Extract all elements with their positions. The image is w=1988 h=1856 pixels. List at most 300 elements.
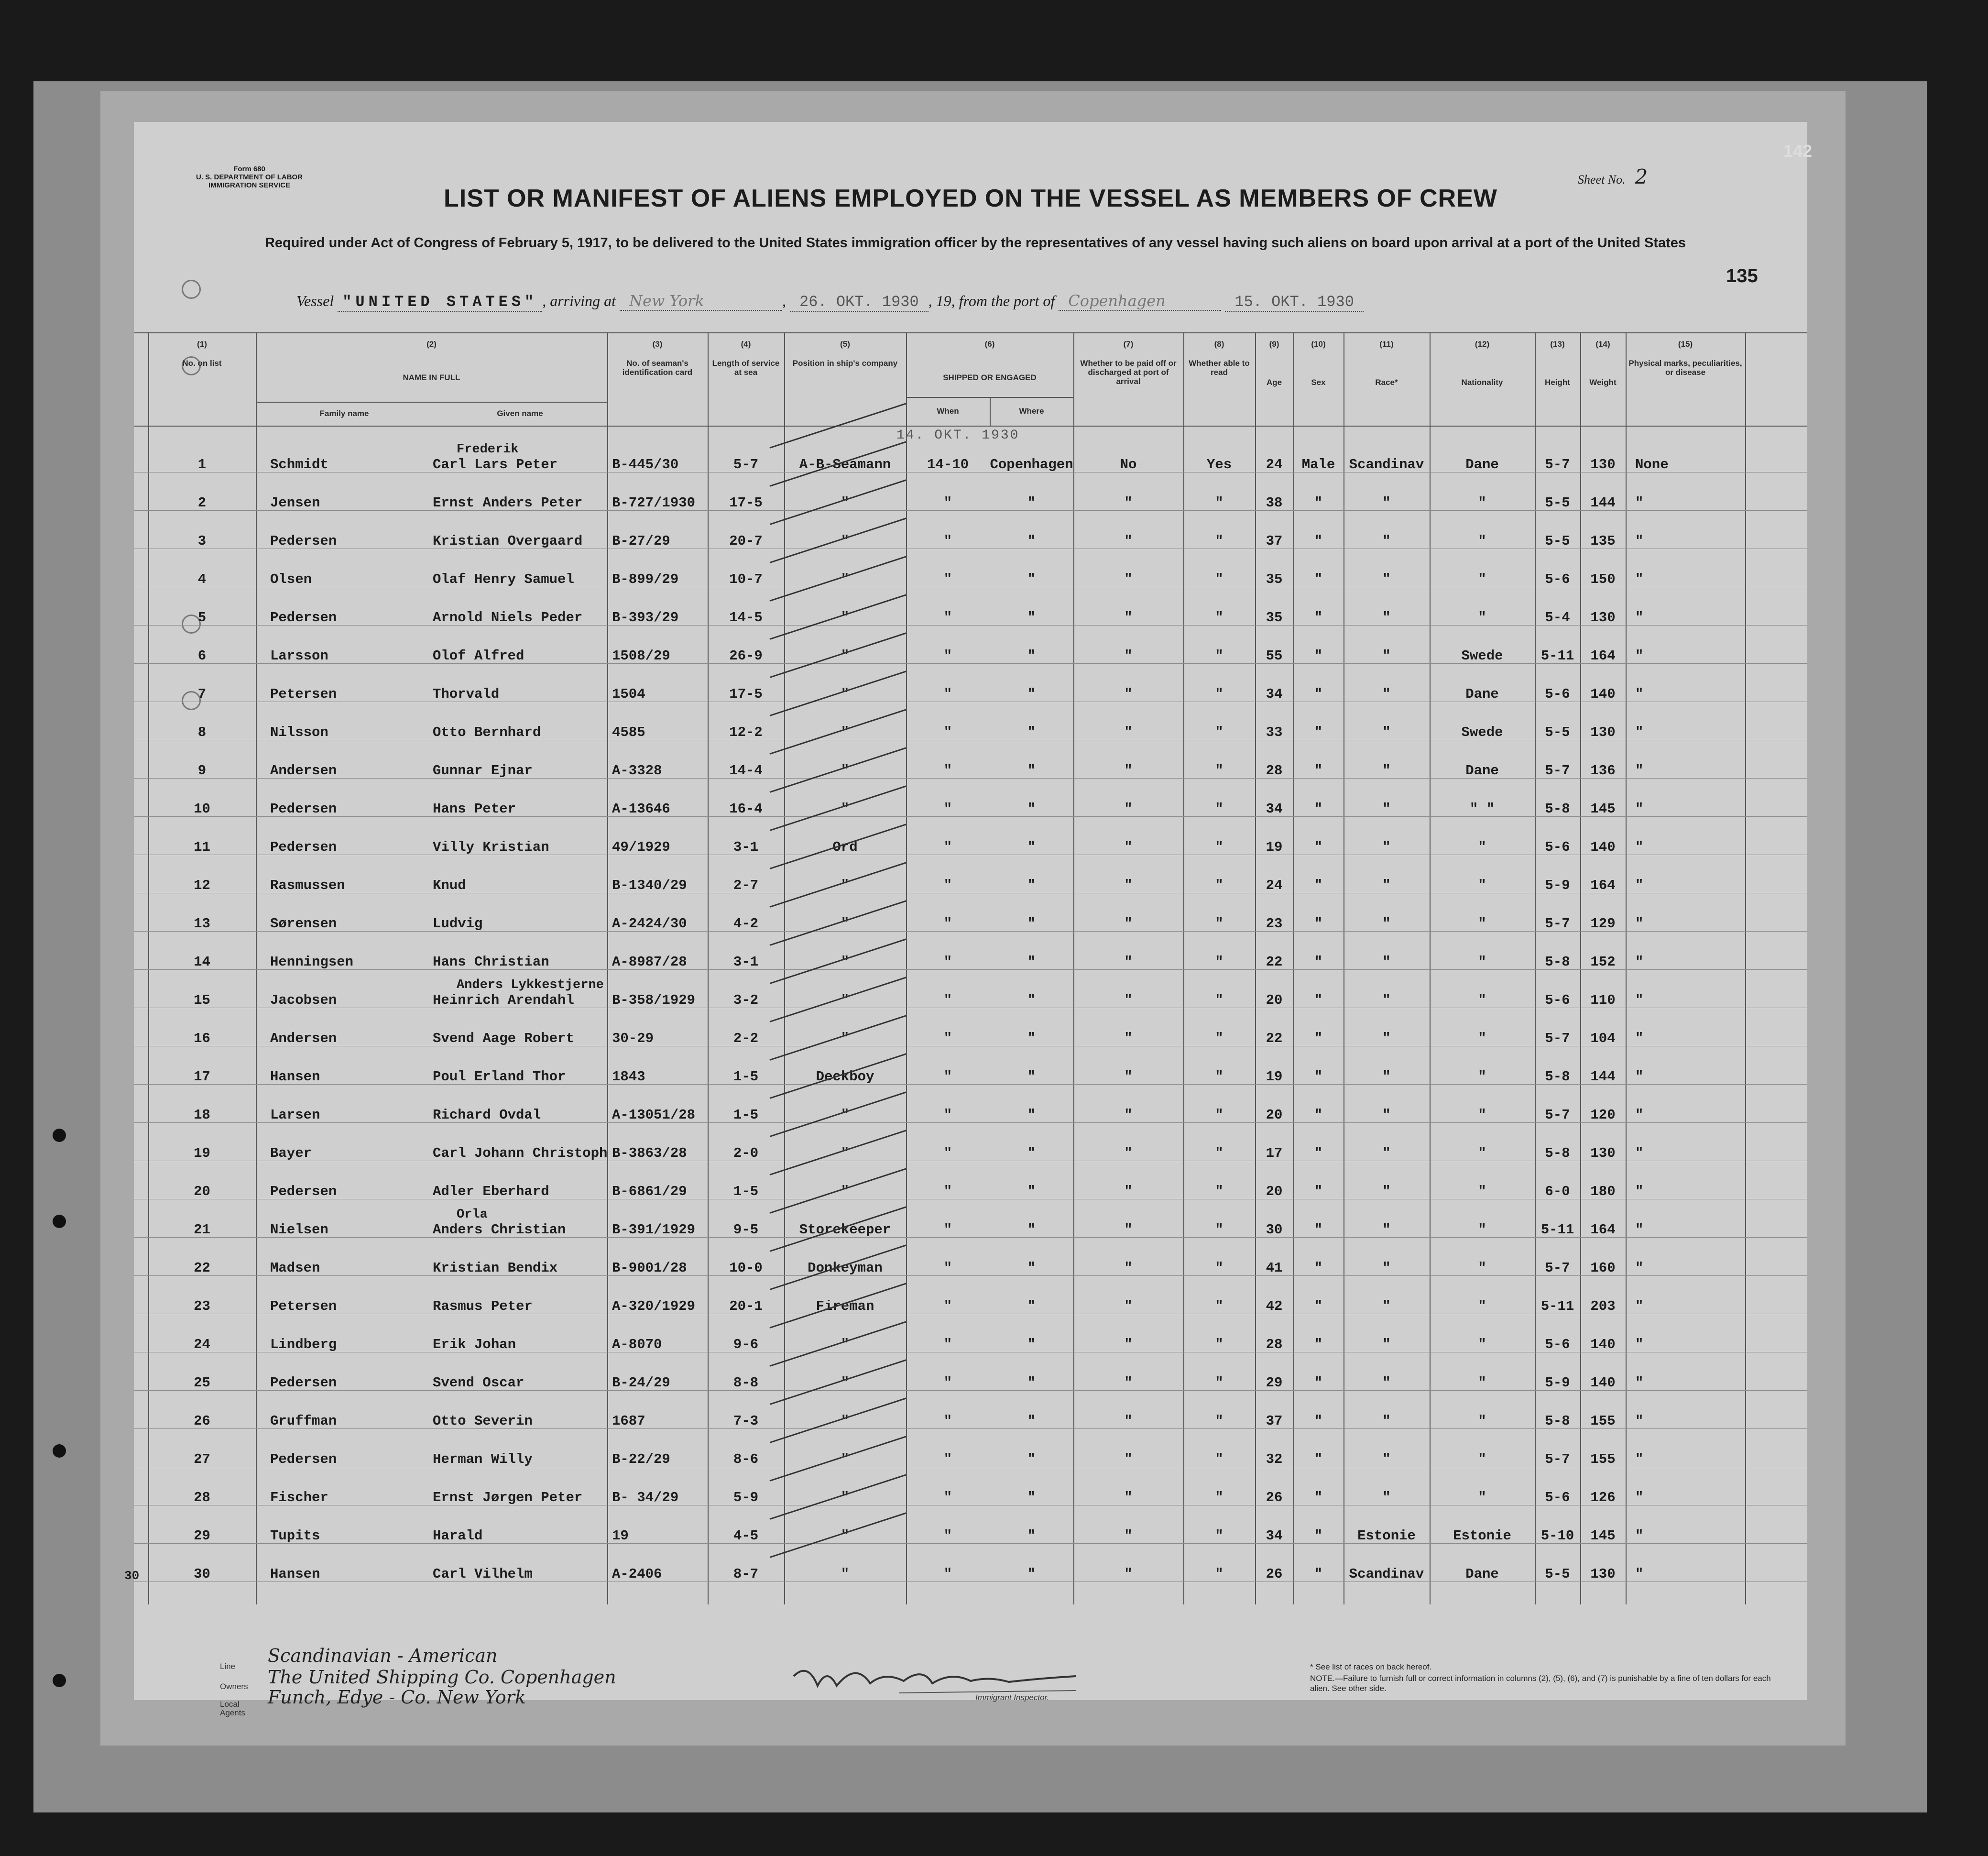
page-title: LIST OR MANIFEST OF ALIENS EMPLOYED ON THE VESSEL AS MEMBERS OF CREW [444, 185, 1497, 212]
cell-when: " [943, 1184, 952, 1199]
cell-marks: " [1635, 1413, 1644, 1429]
cell-when: " [943, 1260, 952, 1276]
cell-marks: " [1635, 571, 1644, 587]
cell-no: 7 [197, 686, 207, 702]
cell-height: 5-9 [1545, 878, 1570, 893]
cell-paid: " [1124, 1107, 1133, 1123]
cell-sex: " [1314, 1375, 1323, 1391]
cell-paid: " [1124, 878, 1133, 893]
margin-count: 30 [124, 1569, 140, 1583]
cell-when: " [943, 571, 952, 587]
cell-race: " [1382, 801, 1391, 817]
cell-nat: " [1478, 1145, 1486, 1161]
cell-weight: 164 [1590, 648, 1616, 664]
cell-position: " [841, 725, 850, 740]
cell-family: Schmidt [270, 457, 328, 472]
cell-card: B-24/29 [612, 1375, 670, 1391]
cell-nat: " [1478, 1222, 1486, 1238]
cell-family: Pedersen [270, 1375, 337, 1391]
cell-race: " [1382, 1031, 1391, 1046]
column-number: (7) [1123, 340, 1134, 349]
cell-position: " [841, 533, 850, 549]
cell-nat: " [1478, 992, 1486, 1008]
year-label: 19 [936, 292, 951, 309]
cell-when: " [943, 1528, 952, 1544]
cell-marks: " [1635, 878, 1644, 893]
cell-where: " [1027, 1260, 1036, 1276]
manifest-page [124, 122, 1813, 1717]
cell-no: 14 [194, 954, 210, 970]
cell-height: 5-7 [1545, 1107, 1570, 1123]
cell-when: " [943, 1413, 952, 1429]
cell-nat: " [1478, 1184, 1486, 1199]
cell-height: 5-7 [1545, 1031, 1570, 1046]
cell-where: " [1027, 1413, 1036, 1429]
cell-no: 23 [194, 1298, 210, 1314]
cell-when: " [943, 610, 952, 626]
cell-when: " [943, 839, 952, 855]
cell-service: 3-1 [733, 954, 759, 970]
column-header: Physical marks, peculiarities, or disease [1628, 359, 1742, 377]
cell-when: " [943, 1490, 952, 1505]
cell-family: Rasmussen [270, 878, 345, 893]
cell-no: 3 [197, 533, 207, 549]
binder-hole [53, 1129, 66, 1142]
cell-card: B-6861/29 [612, 1184, 687, 1199]
cell-age: 26 [1266, 1490, 1283, 1505]
cell-paid: " [1124, 1222, 1133, 1238]
cell-card: 30-29 [612, 1031, 654, 1046]
cell-where: " [1027, 1566, 1036, 1582]
cell-given: Thorvald [433, 686, 500, 702]
cell-position: " [841, 1107, 850, 1123]
cell-sex: " [1314, 571, 1323, 587]
cell-read: " [1215, 571, 1223, 587]
cell-marks: " [1635, 610, 1644, 626]
cell-when: " [943, 916, 952, 932]
cell-given: Erik Johan [433, 1337, 516, 1352]
cell-position: Donkeyman [808, 1260, 883, 1276]
cell-nat: Estonie [1453, 1528, 1511, 1544]
cell-given: Anders Christian [433, 1222, 566, 1238]
cell-card: A-2424/30 [612, 916, 687, 932]
cell-sex: " [1314, 839, 1323, 855]
cell-nat: " [1478, 878, 1486, 893]
cell-family: Sørensen [270, 916, 337, 932]
cell-no: 22 [194, 1260, 210, 1276]
cell-where: " [1027, 1107, 1036, 1123]
cell-read: " [1215, 648, 1223, 664]
cell-paid: " [1124, 1528, 1133, 1544]
cell-paid: " [1124, 801, 1133, 817]
cell-read: " [1215, 954, 1223, 970]
cell-sex: " [1314, 1145, 1323, 1161]
cell-marks: " [1635, 1375, 1644, 1391]
cell-card: B-1340/29 [612, 878, 687, 893]
name-subheader-line [256, 402, 607, 403]
cell-service: 9-5 [733, 1222, 759, 1238]
cell-sex: " [1314, 1260, 1323, 1276]
cell-marks: " [1635, 1528, 1644, 1544]
cell-nat: Dane [1465, 1566, 1499, 1582]
cell-family: Madsen [270, 1260, 320, 1276]
header-top-line [134, 332, 1807, 333]
cell-card: B-393/29 [612, 610, 679, 626]
cell-weight: 150 [1590, 571, 1616, 587]
cell-read: " [1215, 533, 1223, 549]
cell-sex: " [1314, 610, 1323, 626]
column-number: (9) [1269, 340, 1279, 349]
cell-position: " [841, 1031, 850, 1046]
cell-nat: " [1478, 1451, 1486, 1467]
cell-position: " [841, 648, 850, 664]
cell-race: " [1382, 916, 1391, 932]
cell-height: 5-6 [1545, 571, 1570, 587]
corner-number-mid: 135 [1726, 265, 1758, 286]
column-number: (11) [1379, 340, 1394, 349]
cell-nat: " [1478, 495, 1486, 511]
column-header: Length of service at sea [712, 359, 780, 377]
cell-given: Kristian Bendix [433, 1260, 558, 1276]
cell-family: Hansen [270, 1566, 320, 1582]
cell-position: " [841, 610, 850, 626]
cell-sex: " [1314, 1031, 1323, 1046]
cell-height: 5-11 [1540, 1222, 1574, 1238]
cell-height: 5-8 [1545, 1145, 1570, 1161]
name-annotation: Anders Lykkestjerne [457, 978, 604, 992]
cell-when: " [943, 533, 952, 549]
cell-service: 17-5 [729, 686, 763, 702]
cell-service: 10-7 [729, 571, 763, 587]
column-number: (12) [1475, 340, 1490, 349]
cell-where: " [1027, 725, 1036, 740]
cell-race: " [1382, 1145, 1391, 1161]
cell-where: " [1027, 686, 1036, 702]
cell-position: Ord [832, 839, 858, 855]
cell-family: Fischer [270, 1490, 328, 1505]
cell-height: 5-11 [1540, 1298, 1574, 1314]
cell-paid: " [1124, 916, 1133, 932]
column-divider [1745, 332, 1746, 1604]
cell-paid: " [1124, 1069, 1133, 1085]
cell-family: Pedersen [270, 839, 337, 855]
cell-weight: 140 [1590, 1337, 1616, 1352]
cell-position: " [841, 571, 850, 587]
cell-nat: " [1478, 1069, 1486, 1085]
cell-age: 28 [1266, 763, 1283, 779]
sheet-label: Sheet No. [1578, 173, 1626, 187]
cell-paid: " [1124, 1413, 1133, 1429]
cell-height: 5-6 [1545, 992, 1570, 1008]
cell-height: 5-7 [1545, 1260, 1570, 1276]
cell-no: 13 [194, 916, 210, 932]
column-header: No. on list [182, 359, 222, 368]
cell-where: " [1027, 571, 1036, 587]
vessel-line: Vessel "UNITED STATES" , arriving at New York , 26. OKT. 1930 , 19, from the port of Copenhagen 15. OKT. 1930 [296, 292, 1364, 312]
cell-no: 26 [194, 1413, 210, 1429]
cell-position: " [841, 1184, 850, 1199]
cell-position: " [841, 1413, 850, 1429]
cell-nat: " [1478, 1031, 1486, 1046]
column-header: Whether to be paid off or discharged at port of arrival [1080, 359, 1177, 386]
cell-paid: " [1124, 1490, 1133, 1505]
cell-when: " [943, 1145, 952, 1161]
cell-service: 3-1 [733, 839, 759, 855]
cell-age: 24 [1266, 457, 1283, 472]
cell-when: " [943, 763, 952, 779]
cell-age: 24 [1266, 878, 1283, 893]
cell-paid: " [1124, 1451, 1133, 1467]
cell-when: " [943, 878, 952, 893]
cell-nat: " [1478, 533, 1486, 549]
header-bottom-line [134, 426, 1807, 427]
cell-nat: Dane [1465, 763, 1499, 779]
subheader-when: When [937, 406, 959, 416]
cell-given: Harald [433, 1528, 483, 1544]
cell-marks: " [1635, 533, 1644, 549]
column-number: (3) [652, 340, 663, 349]
cell-sex: " [1314, 1184, 1323, 1199]
cell-card: B-899/29 [612, 571, 679, 587]
cell-sex: " [1314, 763, 1323, 779]
cell-service: 10-0 [729, 1260, 763, 1276]
cell-race: Scandinav [1349, 1566, 1424, 1582]
footer [134, 1645, 1807, 1717]
cell-sex: " [1314, 992, 1323, 1008]
cell-race: " [1382, 648, 1391, 664]
cell-no: 24 [194, 1337, 210, 1352]
cell-given: Herman Willy [433, 1451, 533, 1467]
cell-marks: " [1635, 1107, 1644, 1123]
inspector-label: Immigrant Inspector. [975, 1693, 1049, 1702]
cell-position: " [841, 1528, 850, 1544]
cell-card: 1508/29 [612, 648, 670, 664]
cell-no: 20 [194, 1184, 210, 1199]
cell-service: 14-4 [729, 763, 763, 779]
cell-sex: " [1314, 1528, 1323, 1544]
cell-read: " [1215, 1145, 1223, 1161]
cell-family: Gruffman [270, 1413, 337, 1429]
cell-family: Larsson [270, 648, 328, 664]
cell-weight: 144 [1590, 495, 1616, 511]
cell-age: 35 [1266, 571, 1283, 587]
cell-marks: " [1635, 1145, 1644, 1161]
cell-no: 30 [194, 1566, 210, 1582]
cell-marks: " [1635, 1451, 1644, 1467]
cell-family: Nielsen [270, 1222, 328, 1238]
cell-marks: " [1635, 839, 1644, 855]
cell-nat: " [1478, 1298, 1486, 1314]
cell-sex: " [1314, 648, 1323, 664]
cell-marks: " [1635, 686, 1644, 702]
cell-service: 4-2 [733, 916, 759, 932]
column-number: (2) [426, 340, 437, 349]
cell-race: " [1382, 1184, 1391, 1199]
cell-family: Henningsen [270, 954, 354, 970]
cell-age: 22 [1266, 954, 1283, 970]
cell-position: " [841, 1337, 850, 1352]
cell-no: 5 [197, 610, 207, 626]
cell-card: 19 [612, 1528, 629, 1544]
cell-marks: " [1635, 495, 1644, 511]
cell-height: 5-6 [1545, 686, 1570, 702]
cell-no: 10 [194, 801, 210, 817]
cell-family: Pedersen [270, 533, 337, 549]
cell-position: " [841, 801, 850, 817]
cell-paid: " [1124, 533, 1133, 549]
cell-age: 34 [1266, 801, 1283, 817]
owners-value: The United Shipping Co. Copenhagen [268, 1667, 616, 1688]
cell-paid: " [1124, 1184, 1133, 1199]
cell-race: " [1382, 954, 1391, 970]
cell-race: " [1382, 725, 1391, 740]
cell-no: 28 [194, 1490, 210, 1505]
cell-no: 17 [194, 1069, 210, 1085]
cell-no: 9 [197, 763, 207, 779]
corner-number-top: 142 [1783, 141, 1813, 161]
cell-given: Otto Severin [433, 1413, 533, 1429]
cell-card: 1687 [612, 1413, 645, 1429]
cell-paid: " [1124, 954, 1133, 970]
cell-no: 27 [194, 1451, 210, 1467]
cell-age: 34 [1266, 686, 1283, 702]
column-divider [256, 332, 257, 1604]
cell-race: " [1382, 839, 1391, 855]
cell-nat: " " [1469, 801, 1495, 817]
cell-service: 7-3 [733, 1413, 759, 1429]
cell-service: 2-2 [733, 1031, 759, 1046]
cell-position: " [841, 992, 850, 1008]
cell-weight: 203 [1590, 1298, 1616, 1314]
vessel-name: "UNITED STATES" [338, 293, 542, 312]
cell-sex: " [1314, 1451, 1323, 1467]
cell-family: Andersen [270, 763, 337, 779]
cell-read: Yes [1206, 457, 1232, 472]
column-number: (14) [1595, 340, 1610, 349]
cell-card: B-27/29 [612, 533, 670, 549]
cell-family: Lindberg [270, 1337, 337, 1352]
cell-race: " [1382, 1298, 1391, 1314]
cell-read: " [1215, 1107, 1223, 1123]
cell-given: Kristian Overgaard [433, 533, 583, 549]
arriving-at: New York [620, 292, 782, 311]
cell-service: 9-6 [733, 1337, 759, 1352]
cell-marks: " [1635, 916, 1644, 932]
cell-weight: 136 [1590, 763, 1616, 779]
cell-sex: Male [1301, 457, 1335, 472]
cell-position: " [841, 686, 850, 702]
cell-family: Andersen [270, 1031, 337, 1046]
cell-age: 37 [1266, 533, 1283, 549]
cell-when: " [943, 1222, 952, 1238]
cell-service: 8-7 [733, 1566, 759, 1582]
cell-where: " [1027, 648, 1036, 664]
cell-weight: 130 [1590, 1145, 1616, 1161]
column-divider [1626, 332, 1627, 1604]
owners-label: Owners [220, 1682, 248, 1691]
cell-service: 14-5 [729, 610, 763, 626]
cell-age: 20 [1266, 992, 1283, 1008]
cell-where: " [1027, 916, 1036, 932]
cell-age: 20 [1266, 1107, 1283, 1123]
cell-age: 20 [1266, 1184, 1283, 1199]
cell-position: " [841, 1566, 850, 1582]
cell-read: " [1215, 1413, 1223, 1429]
cell-service: 16-4 [729, 801, 763, 817]
note-races: * See list of races on back hereof. [1310, 1662, 1432, 1671]
manifest-table [124, 332, 1807, 1604]
cell-weight: 130 [1590, 610, 1616, 626]
cell-height: 5-4 [1545, 610, 1570, 626]
cell-paid: " [1124, 1298, 1133, 1314]
cell-weight: 130 [1590, 1566, 1616, 1582]
cell-family: Olsen [270, 571, 312, 587]
column-header: SHIPPED OR ENGAGED [943, 373, 1037, 382]
cell-height: 5-5 [1545, 495, 1570, 511]
cell-where: " [1027, 992, 1036, 1008]
cell-height: 5-7 [1545, 1451, 1570, 1467]
cell-paid: " [1124, 686, 1133, 702]
cell-read: " [1215, 1222, 1223, 1238]
cell-when: " [943, 1298, 952, 1314]
cell-nat: Dane [1465, 686, 1499, 702]
binder-hole [53, 1674, 66, 1687]
cell-where: " [1027, 1184, 1036, 1199]
cell-race: " [1382, 1413, 1391, 1429]
column-number: (15) [1678, 340, 1693, 349]
cell-marks: " [1635, 954, 1644, 970]
cell-sex: " [1314, 1107, 1323, 1123]
cell-no: 18 [194, 1107, 210, 1123]
cell-given: Otto Bernhard [433, 725, 541, 740]
cell-sex: " [1314, 954, 1323, 970]
cell-where: " [1027, 763, 1036, 779]
cell-race: " [1382, 1069, 1391, 1085]
cell-position: " [841, 916, 850, 932]
cell-age: 38 [1266, 495, 1283, 511]
cell-where: " [1027, 839, 1036, 855]
cell-no: 12 [194, 878, 210, 893]
cell-paid: " [1124, 571, 1133, 587]
column-header: Sex [1311, 378, 1326, 387]
cell-service: 1-5 [733, 1069, 759, 1085]
cell-age: 19 [1266, 1069, 1283, 1085]
cell-sex: " [1314, 533, 1323, 549]
cell-weight: 129 [1590, 916, 1616, 932]
cell-given: Knud [433, 878, 466, 893]
page-subtitle: Required under Act of Congress of February 5, 1917, to be delivered to the United States immigration officer by the representatives of any vessel having such aliens on board upon arrival at a port of the United States [264, 235, 1686, 251]
cell-where: " [1027, 878, 1036, 893]
cell-read: " [1215, 839, 1223, 855]
agents-value: Funch, Edye - Co. New York [268, 1687, 526, 1708]
cell-height: 5-9 [1545, 1375, 1570, 1391]
column-number: (13) [1550, 340, 1565, 349]
cell-paid: " [1124, 839, 1133, 855]
column-header: Position in ship's company [792, 359, 898, 368]
cell-no: 2 [197, 495, 207, 511]
cell-where: " [1027, 1069, 1036, 1085]
cell-when: " [943, 725, 952, 740]
cell-weight: 104 [1590, 1031, 1616, 1046]
cell-given: Villy Kristian [433, 839, 549, 855]
cell-age: 34 [1266, 1528, 1283, 1544]
cell-where: " [1027, 1375, 1036, 1391]
cell-family: Hansen [270, 1069, 320, 1085]
cell-read: " [1215, 1337, 1223, 1352]
cell-marks: " [1635, 763, 1644, 779]
cell-read: " [1215, 1031, 1223, 1046]
cell-position: " [841, 1490, 850, 1505]
